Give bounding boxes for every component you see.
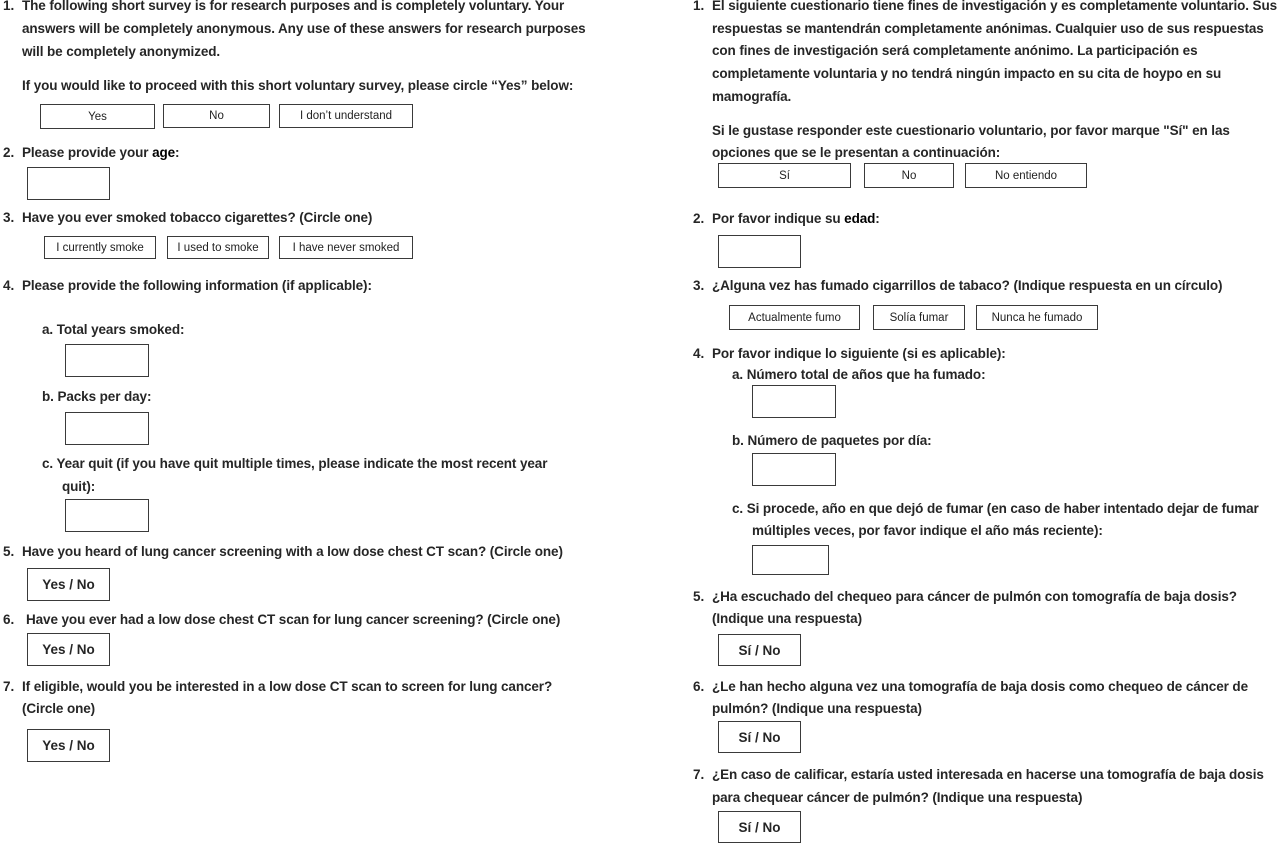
es-consent-no-entiendo-option[interactable]: No entiendo — [965, 163, 1087, 188]
q7-line-2: (Circle one) — [22, 701, 96, 716]
q4c-line-2: quit): — [62, 479, 96, 494]
es-q1-prompt-line-1: Si le gustase responder este cuestionario voluntario, por favor marque "Sí" en las — [712, 123, 1230, 138]
q2-text-end: : — [175, 145, 180, 160]
es-q1-line-4: completamente voluntaria y no tendrá ningún impacto en su cita de hoypo en su — [712, 66, 1222, 81]
es-q1-line-2: respuestas se mantendrán completamente anónimas. Cualquier uso de sus respuestas — [712, 21, 1264, 36]
q7-yes-no-answer[interactable]: Yes / No — [27, 729, 110, 762]
q6-text: Have you ever had a low dose chest CT scan for lung cancer screening? (Circle one) — [26, 612, 561, 627]
es-q3-number: 3. — [693, 278, 705, 293]
q2-text — [22, 142, 179, 164]
es-year-quit-input[interactable] — [752, 545, 829, 575]
q4b-label: b. Packs per day: — [42, 389, 152, 404]
es-smoke-never-option[interactable]: Nunca he fumado — [976, 305, 1098, 330]
q4a-label: a. Total years smoked: — [42, 322, 185, 337]
es-q7-si-no-answer[interactable]: Sí / No — [718, 811, 801, 843]
age-input[interactable] — [27, 167, 110, 200]
es-age-input[interactable] — [718, 235, 801, 268]
q5-text: Have you heard of lung cancer screening with a low dose chest CT scan? (Circle one) — [22, 544, 563, 559]
years-smoked-input[interactable] — [65, 344, 149, 377]
q4c-line-1: c. Year quit (if you have quit multiple times, please indicate the most recent year — [42, 456, 548, 471]
es-q4-text: Por favor indique lo siguiente (si es aplicable): — [712, 346, 1006, 361]
es-smoke-used-to-option[interactable]: Solía fumar — [873, 305, 965, 330]
es-q5-line-2: (Indique una respuesta) — [712, 611, 862, 626]
es-smoke-currently-option[interactable]: Actualmente fumo — [729, 305, 860, 330]
es-q4a-label: a. Número total de años que ha fumado: — [732, 367, 986, 382]
es-q6-line-1: ¿Le han hecho alguna vez una tomografía de baja dosis como chequeo de cáncer de — [712, 679, 1248, 694]
es-q5-si-no-answer[interactable]: Sí / No — [718, 634, 801, 666]
es-q6-line-2: pulmón? (Indique una respuesta) — [712, 701, 922, 716]
es-q2-text-bold: edad — [844, 211, 876, 226]
smoke-never-option[interactable]: I have never smoked — [279, 236, 413, 259]
es-q4b-label: b. Número de paquetes por día: — [732, 433, 932, 448]
consent-no-option[interactable]: No — [163, 104, 270, 128]
packs-per-day-input[interactable] — [65, 412, 149, 445]
es-q4-number: 4. — [693, 346, 705, 361]
es-q6-number: 6. — [693, 679, 705, 694]
q7-number: 7. — [3, 679, 15, 694]
q1-line-1: The following short survey is for research purposes and is completely voluntary. Your — [22, 0, 565, 13]
es-q1-number: 1. — [693, 0, 705, 13]
es-q2-text — [712, 208, 880, 230]
es-q2-text-start: Por favor indique su — [712, 211, 845, 226]
es-q5-line-1: ¿Ha escuchado del chequeo para cáncer de pulmón con tomografía de baja dosis? — [712, 589, 1237, 604]
es-q7-line-1: ¿En caso de calificar, estaría usted interesada en hacerse una tomografía de baja dosis — [712, 767, 1264, 782]
q2-text-start: Please provide your — [22, 145, 153, 160]
smoke-currently-option[interactable]: I currently smoke — [44, 236, 156, 259]
q1-line-2: answers will be completely anonymous. Any use of these answers for research purposes — [22, 21, 586, 36]
q1-prompt: If you would like to proceed with this short voluntary survey, please circle “Yes” below: — [22, 78, 574, 93]
es-q5-number: 5. — [693, 589, 705, 604]
es-q7-number: 7. — [693, 767, 705, 782]
q4-number: 4. — [3, 278, 15, 293]
es-packs-per-day-input[interactable] — [752, 453, 836, 486]
es-q3-text: ¿Alguna vez has fumado cigarrillos de tabaco? (Indique respuesta en un círculo) — [712, 278, 1223, 293]
es-q4c-line-2: múltiples veces, por favor indique el año más reciente): — [752, 523, 1103, 538]
q3-number: 3. — [3, 210, 15, 225]
es-consent-no-option[interactable]: No — [864, 163, 954, 188]
es-q7-line-2: para chequear cáncer de pulmón? (Indique una respuesta) — [712, 790, 1083, 805]
q7-line-1: If eligible, would you be interested in a low dose CT scan to screen for lung cancer? — [22, 679, 553, 694]
q3-text: Have you ever smoked tobacco cigarettes? (Circle one) — [22, 210, 373, 225]
consent-yes-option[interactable]: Yes — [40, 104, 155, 129]
q5-number: 5. — [3, 544, 15, 559]
year-quit-input[interactable] — [65, 499, 149, 532]
q5-yes-no-answer[interactable]: Yes / No — [27, 568, 110, 601]
q2-text-bold: age — [152, 145, 176, 160]
q1-number: 1. — [3, 0, 15, 13]
es-q1-line-3: con fines de investigación será completamente anónimo. La participación es — [712, 43, 1198, 58]
es-q2-number: 2. — [693, 211, 705, 226]
q1-line-3: will be completely anonymized. — [22, 44, 221, 59]
consent-dont-understand-option[interactable]: I don’t understand — [279, 104, 413, 128]
es-q2-text-end: : — [875, 211, 880, 226]
q6-yes-no-answer[interactable]: Yes / No — [27, 633, 110, 666]
es-consent-si-option[interactable]: Sí — [718, 163, 851, 188]
es-q1-line-1: El siguiente cuestionario tiene fines de investigación y es completamente voluntario. Sus — [712, 0, 1278, 13]
q2-number: 2. — [3, 145, 15, 160]
es-q1-line-5: mamografía. — [712, 89, 792, 104]
es-q1-prompt-line-2: opciones que se le presentan a continuación: — [712, 145, 1001, 160]
q6-number: 6. — [3, 612, 15, 627]
es-q6-si-no-answer[interactable]: Sí / No — [718, 721, 801, 753]
smoke-used-to-option[interactable]: I used to smoke — [167, 236, 269, 259]
es-years-smoked-input[interactable] — [752, 385, 836, 418]
q4-text: Please provide the following information (if applicable): — [22, 278, 372, 293]
es-q4c-line-1: c. Si procede, año en que dejó de fumar (en caso de haber intentado dejar de fumar — [732, 501, 1259, 516]
